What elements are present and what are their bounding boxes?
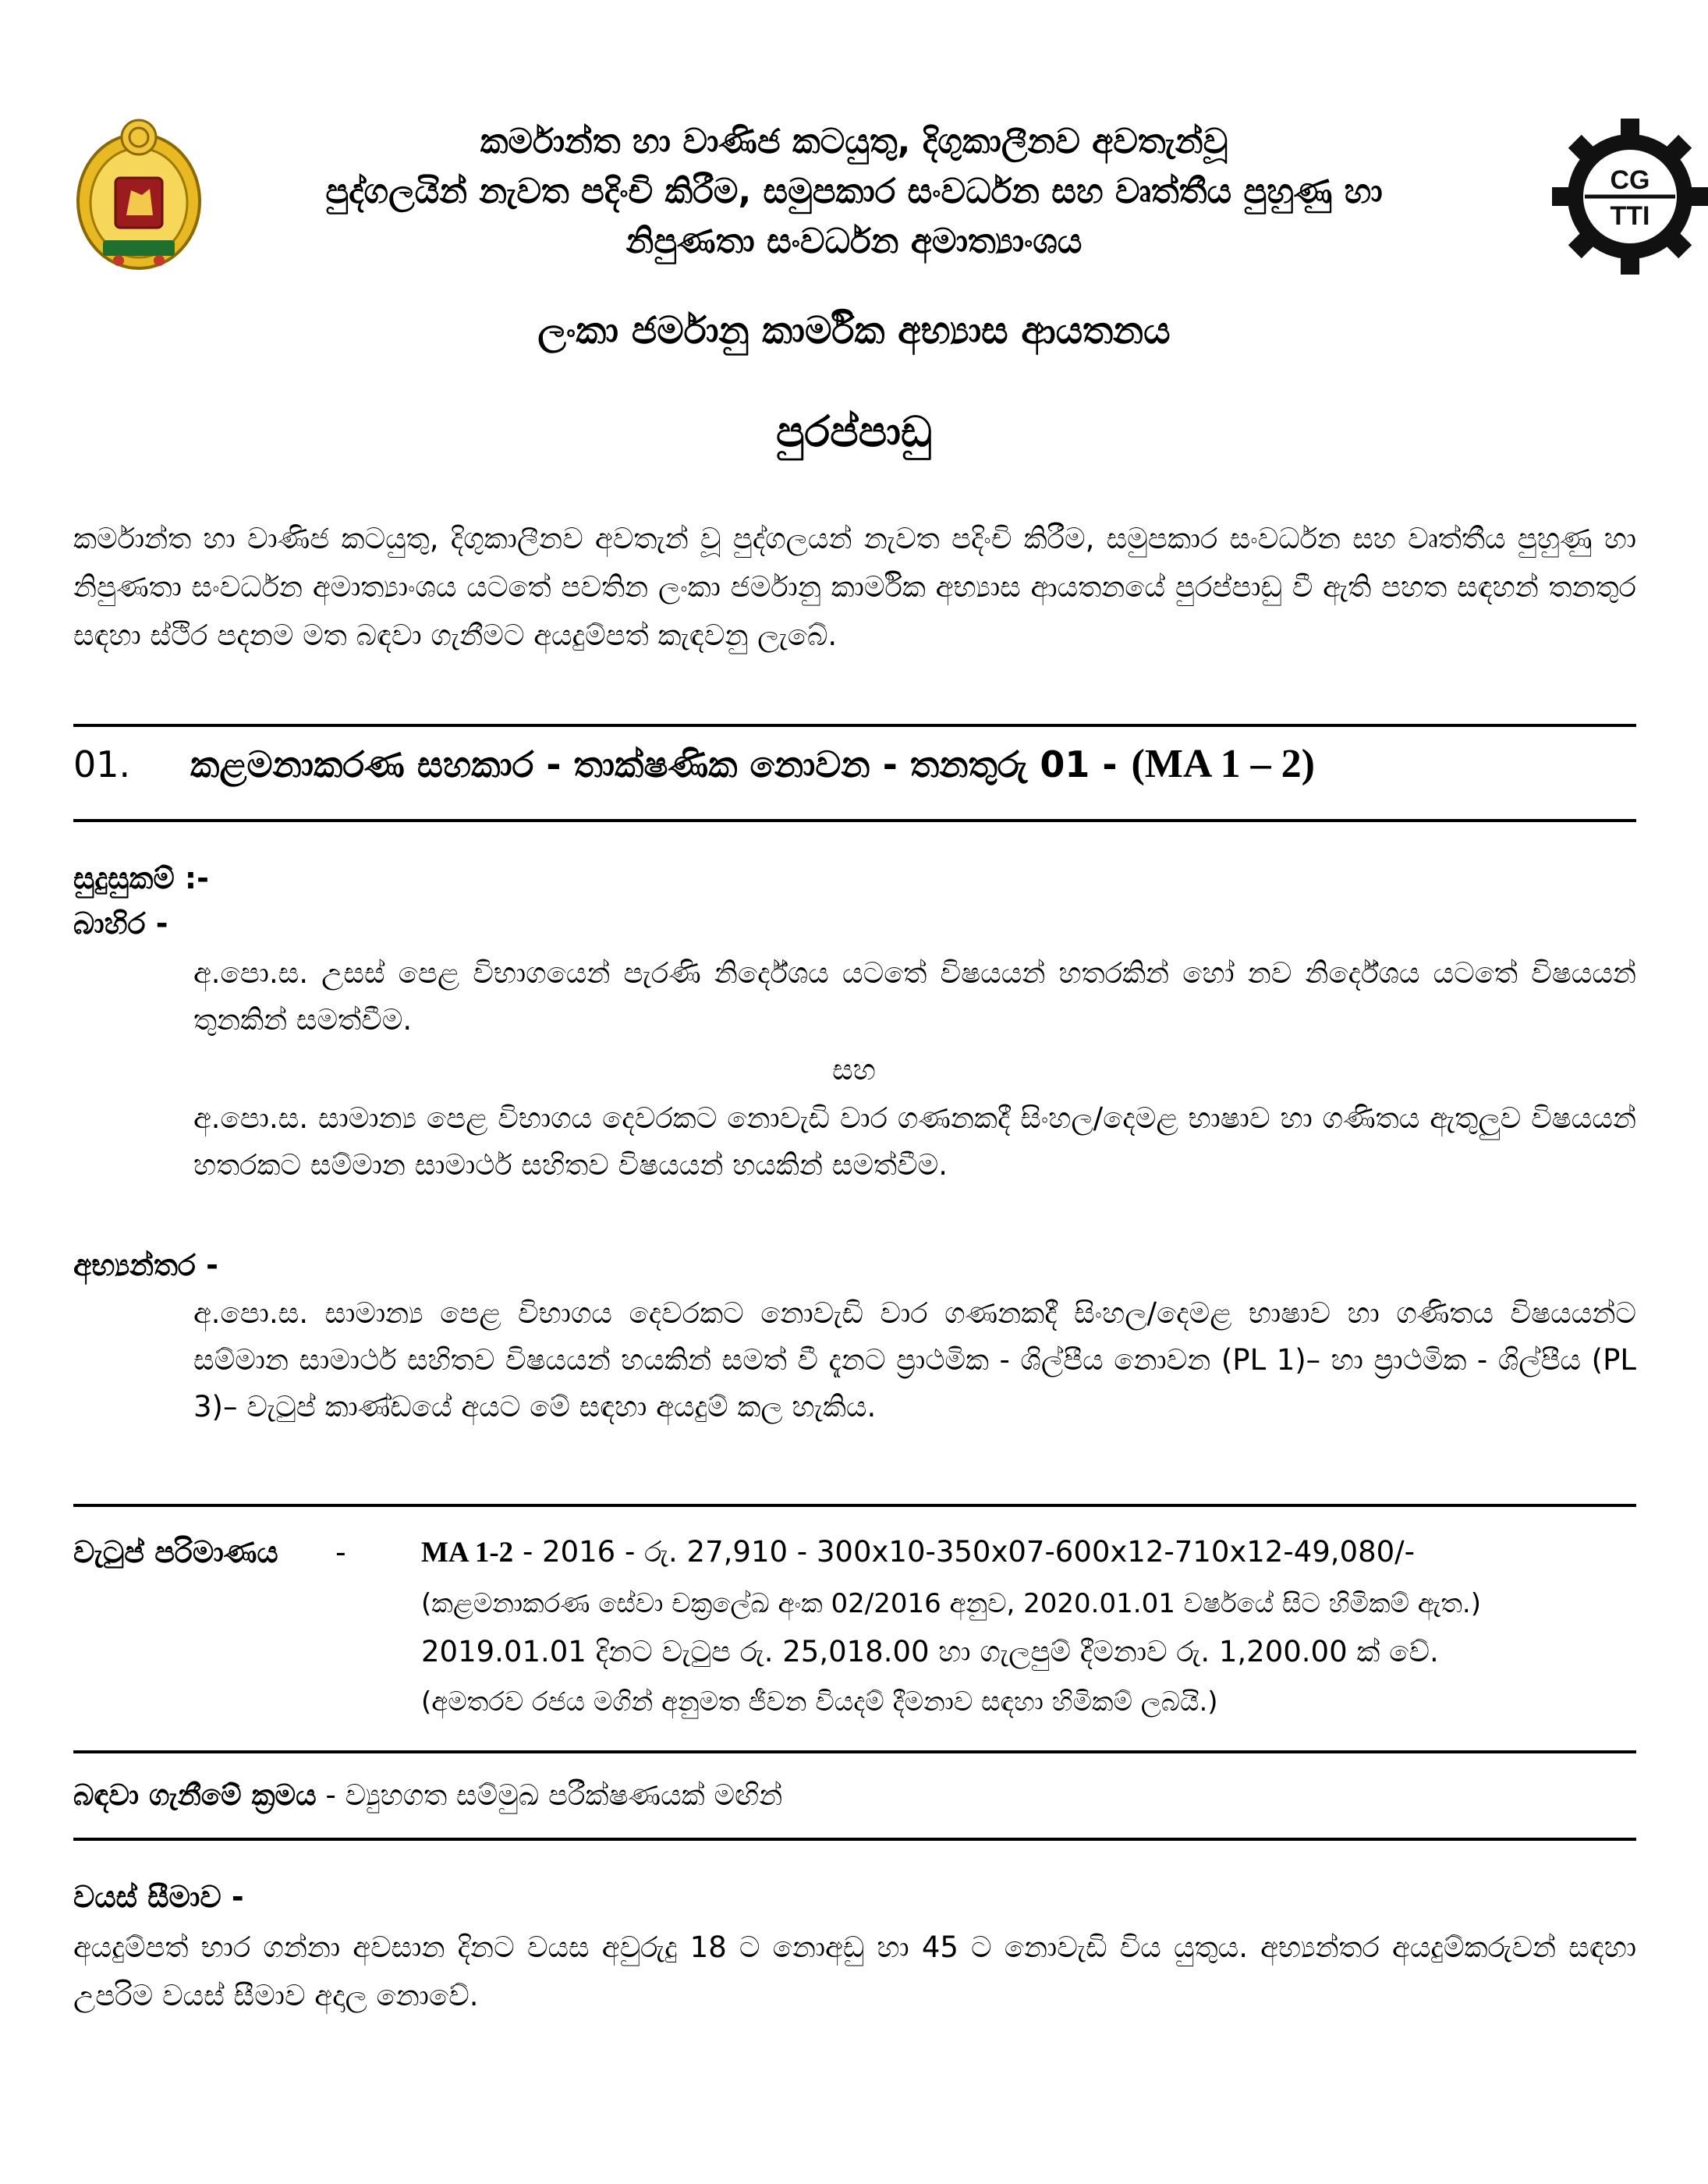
sri-lanka-emblem-icon <box>72 115 206 271</box>
position-code: (MA 1 – 2) <box>1131 742 1315 786</box>
intro-paragraph: කර්මාන්ත හා වාණිජ කටයුතු, දිගුකාලීනව අවතැන් වූ පුද්ගලයන් නැවත පදිංචි කිරීම, සමුපකාර සංවර්ධන සහ වෘත්තීය පුහුණු හා නිපුණතා සංවර්ධන අමාත්‍යාංශය යටතේ පවතින ලංකා ජර්මානු කාර්මික අභ්‍යාස ආයතනයේ පුරප්පාඩු වී ඇති පහත සඳහන් තනතුර සඳහා ස්ථිර පදනම මත බඳවා ගැනීමට අයදුම්පත් කැඳවනු ලැබේ. <box>73 522 1636 652</box>
position-number: 01. <box>73 743 131 785</box>
vacancies-title: පුරප්පාඩු <box>775 407 933 456</box>
external-qualification-1: අ.පො.ස. උසස් පෙළ විභාගයෙන් පැරණි නිර්දේශය යටතේ විෂයයන් හතරකින් හෝ නව නිර්දේශය යටතේ විෂයයන් තුනකින් සමත්වීම. <box>193 956 1636 1037</box>
ministry-line-1: කර්මාන්ත හා වාණිජ කටයුතු, දිගුකාලීනව අවතැන්වූ <box>480 122 1228 161</box>
divider <box>73 1750 1636 1753</box>
qualifications-label: සුදුසුකම් :- <box>73 861 209 895</box>
ministry-line-3: නිපුණතා සංවර්ධන අමාත්‍යාංශය <box>625 222 1083 261</box>
recruitment-label: බඳවා ගැනීමේ ක්‍රමය <box>73 1778 317 1812</box>
salary-scale-label: වැටුප් පරිමාණය <box>73 1535 278 1569</box>
salary-note-2: (අමතරව රජය මගින් අනුමත ජීවන වියදම් දීමනාව සඳහා හිමිකම් ලබයි.) <box>421 1686 1218 1718</box>
position-heading <box>73 741 1636 787</box>
ministry-line-2: පුද්ගලයින් නැවත පදිංචි කිරීම, සමුපකාර සංවර්ධන සහ වෘත්තීය පුහුණු හා <box>325 172 1383 211</box>
age-limit-text: අයදුම්පත් භාර ගන්නා අවසාන දිනට වයස අවුරුදු 18 ට නොඅඩු හා 45 ට නොවැඩි විය යුතුය. අභ්‍යන්තර අයදුම්කරුවන් සඳහා උපරිම වයස් සීමාව අදාල නොවේ. <box>73 1930 1636 2012</box>
recruitment-method <box>73 1778 782 1813</box>
divider <box>73 819 1636 822</box>
position-title: කළමනාකරණ සහකාර - තාක්ෂණික නොවන - තනතුරු 01 - <box>190 743 1118 785</box>
salary-note-1: (කළමනාකරණ සේවා චක්‍රලේඛ අංක 02/2016 අනුව, 2020.01.01 වර්ෂයේ සිට හිමිකම් ඇත.) <box>421 1588 1481 1619</box>
divider <box>73 1838 1636 1841</box>
external-qualification-2: අ.පො.ස. සාමාන්‍ය පෙළ විභාගය දෙවරකට නොවැඩි වාර ගණනකදී සිංහල/දෙමළ භාෂාව හා ගණිතය ඇතුලුව විෂයයන් හතරකට සම්මාන සාමාර්ථ සහිතව විෂයයන් හයකින් සමත්වීම. <box>193 1101 1636 1182</box>
salary-dash: - <box>335 1535 346 1569</box>
and-word: සහ <box>832 1053 876 1087</box>
institute-name: ලංකා ජර්මානු කාර්මික අභ්‍යාස ආයතනය <box>537 309 1171 353</box>
divider <box>73 1504 1636 1507</box>
salary-line-2: 2019.01.01 දිනට වැටුප රු. 25,018.00 හා ගැලපුම් දීමනාව රු. 1,200.00 ක් වේ. <box>421 1635 1439 1668</box>
ministry-name <box>257 117 1451 267</box>
divider <box>73 724 1636 727</box>
salary-scale <box>421 1535 1415 1569</box>
cgtti-logo-letters: TTI <box>1610 201 1650 231</box>
recruitment-text: - ව්‍යුහගත සම්මුඛ පරීක්ෂණයක් මඟින් <box>325 1778 783 1812</box>
internal-qualification: අ.පො.ස. සාමාන්‍ය පෙළ විභාගය දෙවරකට නොවැඩි වාර ගණනකදී සිංහල/දෙමළ භාෂාව හා ගණිතය විෂයයන්ට සම්මාන සාමාර්ථ සහිතව විෂයයන් හයකින් සමත් වී දැනට ප්‍රාථමික - ශිල්පීය නොවන (PL 1)– හා ප්‍රාථමික - ශිල්පීය (PL 3)– වැටුප් කාණ්ඩයේ අයට මේ සඳහා අයදුම් කල හැකිය. <box>193 1296 1636 1424</box>
cgtti-gear-logo <box>1550 117 1708 276</box>
external-label: බාහිර - <box>73 906 168 941</box>
salary-scale-values: - 2016 - රු. 27,910 - 300x10-350x07-600x12-710x12-49,080/- <box>522 1535 1415 1569</box>
cgtti-logo-letters: CG <box>1610 165 1650 195</box>
internal-label: අභ්‍යන්තර - <box>73 1248 218 1282</box>
age-limit-label: වයස් සීමාව - <box>73 1880 244 1914</box>
salary-code: MA 1-2 <box>421 1537 514 1569</box>
